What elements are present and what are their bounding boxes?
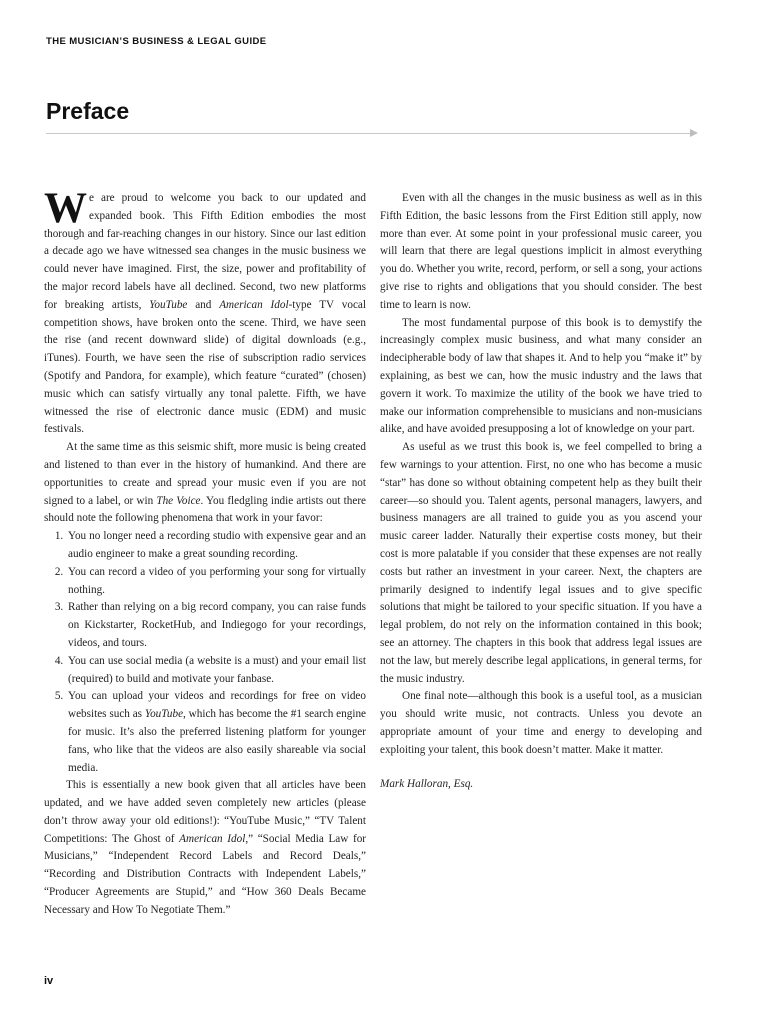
body-paragraph: One final note—although this book is a useful tool, as a musician you should write music, not contracts. Unless you devote an appropriate amount of your time and energy to developing and exploiting your talent, this book doesn’t matter. Make it matter. [380, 690, 702, 756]
body-paragraph: At the same time as this seismic shift, more music is being created and listened to than ever in the history of humankind. And there are opportunities to create and spread your music even if you are not signed to a label, or win The Voice. You fledgling indie artists out there should note the following phenomena that work in your favor: [44, 441, 367, 525]
author-signature: Mark Halloran, Esq. [380, 777, 474, 790]
list-item: 5. You can upload your videos and recordings for free on video websites such as YouTube, which has become the #1 search engine for music. It’s also the preferred listening platform for younger fans, who like that the videos are also easily shareable via social media. [66, 688, 366, 777]
list-item: 2. You can record a video of you performing your song for virtually nothing. [66, 564, 366, 600]
title-rule [46, 133, 692, 134]
drop-cap: W [44, 185, 87, 232]
list-item: 4. You can use social media (a website is a must) and your email list (required) to build and motivate your fanbase. [66, 653, 366, 689]
list-item: 1. You no longer need a recording studio with expensive gear and an audio engineer to make a great sounding recording. [66, 528, 366, 564]
running-head: THE MUSICIAN’S BUSINESS & LEGAL GUIDE [46, 36, 267, 47]
page-title: Preface [46, 98, 130, 124]
right-column [380, 190, 702, 793]
body-paragraph: As useful as we trust this book is, we feel compelled to bring a few warnings to your attention. First, no one who has become a music “star” has done so without obtaining competent help as they built their career—so should you. Talent agents, personal managers, lawyers, and business managers are all trained to guide you as you ascend your music career ladder. Naturally their expertise costs money, but their cost is more palatable if you consider that these expenses are not really costs but rather an investment in your career. Next, the chapters are primarily designed to indentify legal issues and to give specific solutions that might be tailored to your specific situation. If you have a legal problem, do not rely on the information contained in this book; see an attorney. The chapters in this book that address legal issues are not the law, but merely describe legal applications, in general terms, for the music industry. [380, 441, 702, 685]
body-paragraph: The most fundamental purpose of this book is to demystify the increasingly complex music business, and what many consider an indecipherable body of law that shapes it. And to help you “make it” by explaining, as best we can, how the music industry and the laws that govern it work. To maximize the utility of the book we have tried to make our information comprehensible to musicians and non-musicians alike, and have avoided presupposing a lot of knowledge on your part. [380, 316, 702, 436]
left-column [44, 185, 367, 920]
body-paragraph: This is essentially a new book given that all articles have been updated, and we have added seven completely new articles (please don’t throw away your old editions!): “YouTube Music,” “TV Talent Competitions: The Ghost of American Idol,” “Social Media Law for Musicians,” “Independent Record Labels and Record Deals,” “Recording and Distribution Contracts with Independent Labels,” “Producer Agreements are Stupid,” and “How 360 Deals Became Necessary and How To Negotiate Them.” [44, 779, 367, 916]
phenomena-list [44, 528, 366, 777]
body-paragraph: Even with all the changes in the music business as well as in this Fifth Edition, the basic lessons from the First Edition still apply, now more than ever. At some point in your professional music career, you will learn that there are legal questions implicit in almost everything you do. Whether you write, record, perform, or sell a song, your actions give rise to rights and obligations that you should consider. The best time to learn is now. [380, 192, 702, 311]
list-item: 3. Rather than relying on a big record company, you can raise funds on Kickstarter, RocketHub, and Indiegogo for your recordings, videos, and tours. [66, 599, 366, 652]
page-number: iv [44, 975, 54, 987]
intro-paragraph: We are proud to welcome you back to our updated and expanded book. This Fifth Edition embodies the most thorough and far-reaching changes in our history. Since our last edition a decade ago we have witnessed sea changes in the music business we could never have imagined. First, the size, power and profitability of the major record labels have all declined. Second, two new platforms for breaking artists, YouTube and American Idol-type TV vocal competition shows, have broken onto the scene. Third, we have seen the rise (and recent downward slide) of digital downloads (e.g., iTunes). Fourth, we have seen the rise of subscription radio services (Spotify and Pandora, for example), which feature “curated” (chosen) music which can satisfy virtually any tonal palette. Fifth, we have witnessed the rise of electronic dance music (EDM) and music festivals. [44, 185, 366, 436]
rule-arrow-icon [690, 129, 698, 137]
